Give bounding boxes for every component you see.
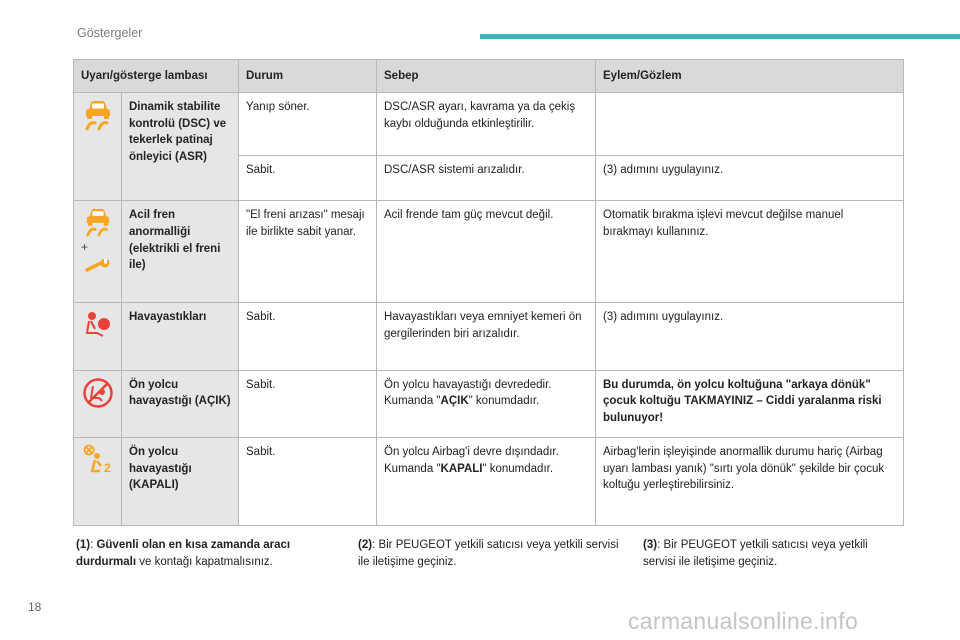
warning-light-name: Ön yolcu havayastığı (AÇIK) <box>122 370 239 437</box>
warning-lights-table <box>73 59 904 526</box>
icon-cell <box>74 438 122 526</box>
column-header: Durum <box>239 60 377 93</box>
wrench-icon <box>84 259 112 273</box>
eylem-cell <box>596 93 904 156</box>
eylem-cell: (3) adımını uygulayınız. <box>596 303 904 370</box>
sebep-cell: DSC/ASR ayarı, kavrama ya da çekiş kaybı olduğunda etkinleştirilir. <box>377 93 596 156</box>
table-row <box>74 438 904 526</box>
sebep-cell: Ön yolcu havayastığı devrededir. Kumanda "AÇIK" konumdadır. <box>377 370 596 437</box>
icon-cell <box>74 303 122 370</box>
sebep-cell: Havayastıkları veya emniyet kemeri ön gergilerinden biri arızalıdır. <box>377 303 596 370</box>
passenger-airbag-off-icon <box>82 444 114 474</box>
warning-light-name: Dinamik stabilite kontrolü (DSC) ve tekerlek patinaj önleyici (ASR) <box>122 93 239 201</box>
table-header-row <box>74 60 904 93</box>
durum-cell: Sabit. <box>239 156 377 201</box>
plus-sign: + <box>81 240 89 255</box>
sebep-emphasis: KAPALI <box>440 462 483 475</box>
column-header: Sebep <box>377 60 596 93</box>
eylem-cell: Bu durumda, ön yolcu koltuğuna "arkaya dönük" çocuk koltuğu TAKMAYINIZ – Ciddi yaralanma riski bulunuyor! <box>596 370 904 437</box>
durum-cell: Sabit. <box>239 370 377 437</box>
sebep-cell: DSC/ASR sistemi arızalıdır. <box>377 156 596 201</box>
durum-cell: Yanıp söner. <box>239 93 377 156</box>
durum-cell: Sabit. <box>239 303 377 370</box>
table-row <box>74 201 904 303</box>
skidding-car-icon <box>83 99 113 131</box>
icon-cell <box>74 93 122 201</box>
watermark: carmanualsonline.info <box>628 608 859 634</box>
warning-light-name: Ön yolcu havayastığı (KAPALI) <box>122 438 239 526</box>
section-accent-bar <box>480 34 960 39</box>
table-row <box>74 303 904 370</box>
icon-cell <box>74 201 122 303</box>
durum-cell: Sabit. <box>239 438 377 526</box>
eylem-cell: Otomatik bırakma işlevi mevcut değilse manuel bırakmayı kullanınız. <box>596 201 904 303</box>
eylem-cell: (3) adımını uygulayınız. <box>596 156 904 201</box>
eylem-cell: Airbag'lerin işleyişinde anormallik durumu hariç (Airbag uyarı lambası yanık) "sırtı yola dönük" şekilde bir çocuk koltuğu yerleştirebilirsiniz. <box>596 438 904 526</box>
sebep-cell: Acil frende tam güç mevcut değil. <box>377 201 596 303</box>
svg-text:2: 2 <box>103 461 111 475</box>
column-header: Uyarı/gösterge lambası <box>74 60 239 93</box>
airbag-icon <box>83 309 113 337</box>
footnote-3: (3): Bir PEUGEOT yetkili satıcısı veya yetkili servisi ile iletişime geçiniz. <box>643 539 868 569</box>
page-number: 18 <box>28 600 42 614</box>
icon-cell <box>74 370 122 437</box>
section-title: Göstergeler <box>77 26 143 40</box>
table-row <box>74 370 904 437</box>
sebep-emphasis: AÇIK <box>440 395 469 408</box>
footnote-2: (2): Bir PEUGEOT yetkili satıcısı veya yetkili servisi ile iletişime geçiniz. <box>358 539 619 569</box>
warning-light-name: Acil fren anormalliği (elektrikli el freni ile) <box>122 201 239 303</box>
column-header: Eylem/Gözlem <box>596 60 904 93</box>
child-seat-crossed-icon <box>82 377 114 409</box>
sebep-cell: Ön yolcu Airbag'i devre dışındadır. Kumanda "KAPALI" konumdadır. <box>377 438 596 526</box>
warning-light-name: Havayastıkları <box>122 303 239 370</box>
table-row <box>74 93 904 156</box>
durum-cell: "El freni arızası" mesajı ile birlikte sabit yanar. <box>239 201 377 303</box>
skidding-car-icon <box>84 207 112 237</box>
footnote-1: (1): Güvenli olan en kısa zamanda aracı durdurmalı ve kontağı kapatmalısınız. <box>76 539 291 569</box>
